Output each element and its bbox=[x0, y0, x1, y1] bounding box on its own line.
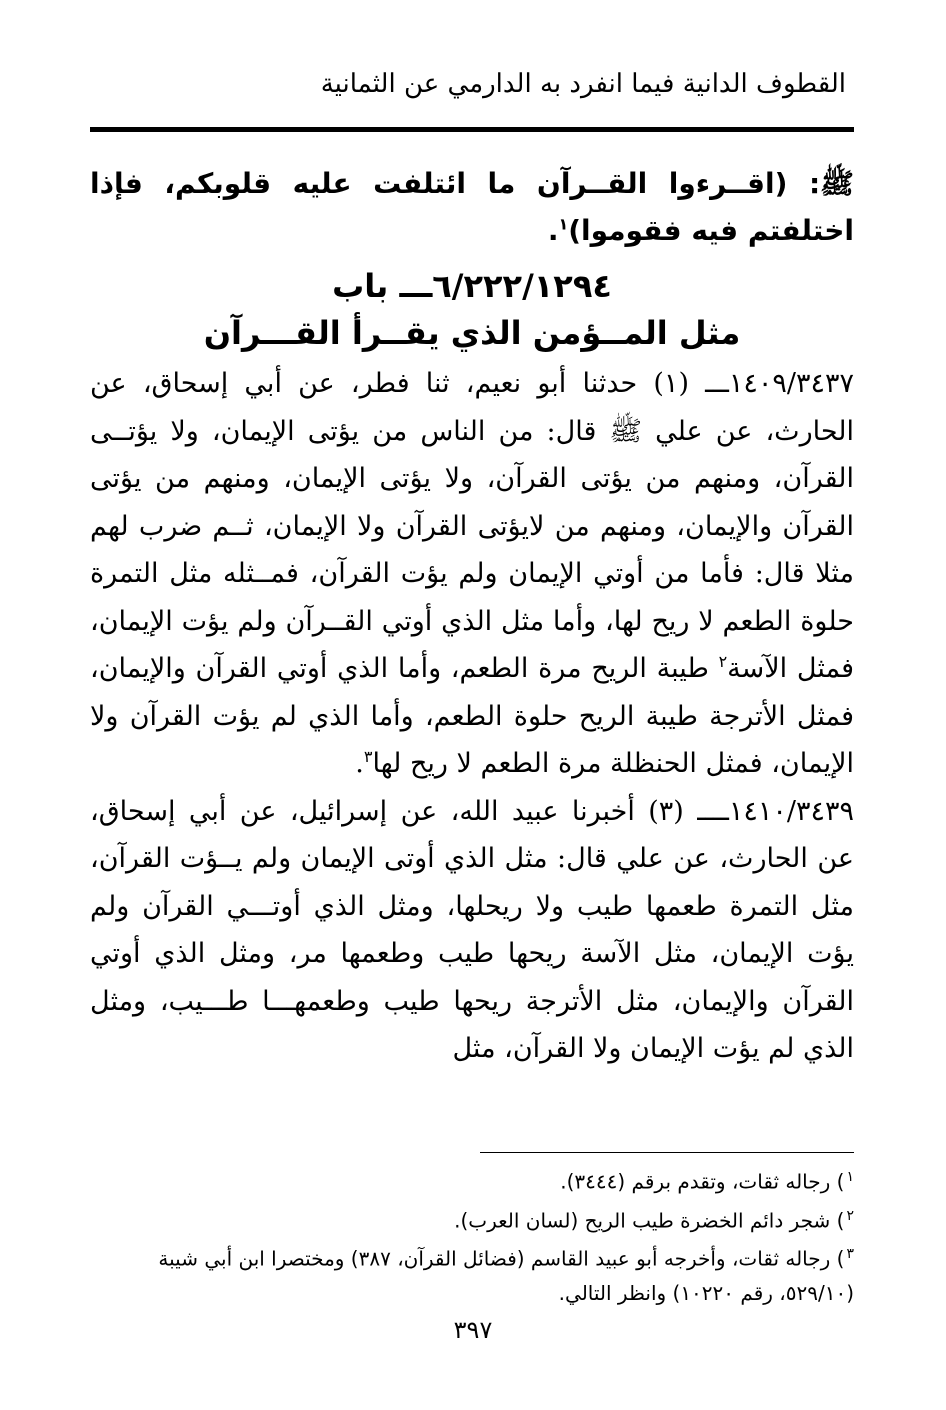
footnote-mark: ١ bbox=[846, 1169, 854, 1185]
footnote-ref-1[interactable]: ١ bbox=[558, 214, 569, 234]
footnote-mark: ٢ bbox=[846, 1207, 854, 1224]
hadith-1409 bbox=[90, 360, 854, 788]
page-body bbox=[90, 160, 854, 1073]
footnote-text: رجاله ثقات، وتقدم برقم (٣٤٤٤). bbox=[560, 1169, 831, 1194]
hadith-tail-end: . bbox=[547, 214, 559, 247]
footnote-text: رجاله ثقات، وأخرجه أبو عبيد القاسم (فضائل القرآن، ٣٨٧) ومختصرا ابن أبي شيبة (٥٢٩/١٠، رقم ١٠٢٢٠) وانظر التالي. bbox=[158, 1246, 854, 1305]
hadith-1409-text-a: ١٤٠٩/٣٤٣٧ـــ (١) حدثنا أبو نعيم، ثنا فطر، عن أبي إسحاق، عن الحارث، عن علي ﷺ قال: من الناس من يؤتى الإيمان، ولا يؤتــى القرآن، ومنهم من يؤتى القرآن، ولا يؤتى الإيمان، ومنهم من يؤتى القرآن والإيمان، ومنهم من لايؤتى القرآن ولا الإيمان، ثــم ضرب لهم مثلا قال: فأما من أوتي الإيمان ولم يؤت القرآن، فمــثله مثل التمرة حلوة الطعم لا ريح لها، وأما مثل الذي أوتي القــرآن ولم يؤت الإيمان، فمثل الآسة bbox=[90, 368, 854, 684]
hadith-continuation bbox=[90, 160, 854, 254]
footnote-1: $^١$) رجاله ثقات، وتقدم برقم (٣٤٤٤). bbox=[560, 1169, 854, 1194]
footnotes bbox=[90, 1160, 854, 1310]
footnote-text: شجر دائم الخضرة طيب الريح (لسان العرب). bbox=[454, 1208, 831, 1233]
hadith-1409-end: . bbox=[355, 748, 364, 779]
footnote-ref-3[interactable]: ٣ bbox=[363, 747, 373, 766]
running-header: القطوف الدانية فيما انفرد به الدارمي عن الثمانية bbox=[320, 69, 846, 99]
hadith-1409-text-b: طيبة الريح مرة الطعم، وأما الذي أوتي القرآن والإيمان، فمثل الأترجة طيبة الريح حلوة الطعم، وأما الذي لم يؤت القرآن ولا الإيمان، فمثل الحنظلة مرة الطعم لا ريح لها bbox=[90, 653, 854, 779]
chapter-number: ٦/٢٢٢/١٢٩٤ـــ باب bbox=[332, 267, 612, 305]
footnote-ref-2[interactable]: ٢ bbox=[718, 652, 728, 671]
footnote-3: $^٣$) رجاله ثقات، وأخرجه أبو عبيد القاسم (فضائل القرآن، ٣٨٧) ومختصرا ابن أبي شيبة (٥٢٩/١٠، رقم ١٠٢٢٠) وانظر التالي. bbox=[158, 1246, 854, 1305]
chapter-title: مثل المــؤمن الذي يقــرأ القـــرآن bbox=[203, 314, 741, 352]
page-number: ٣٩٧ bbox=[453, 1316, 493, 1344]
footnote-mark: ٣ bbox=[846, 1246, 854, 1263]
footnote-2: $^٢$) شجر دائم الخضرة طيب الريح (لسان العرب). bbox=[454, 1207, 854, 1233]
hadith-1410: ١٤١٠/٣٤٣٩ــــ (٣) أخبرنا عبيد الله، عن إسرائيل، عن أبي إسحاق، عن الحارث، عن علي قال: مثل الذي أوتى الإيمان ولم يــؤت القرآن، مثل التمرة طعمها طيب ولا ريحلها، ومثل الذي أوتـــي القرآن ولم يؤت الإيمان، مثل الآسة ريحها طيب وطعمها مر، ومثل الذي أوتي القرآن والإيمان، مثل الأترجة ريحها طيب وطعمهـــا طـــيب، ومثل الذي لم يؤت الإيمان ولا القرآن، مثل bbox=[90, 795, 854, 1064]
footnote-rule bbox=[480, 1152, 854, 1153]
header-rule bbox=[90, 127, 854, 132]
hadith-tail-text: ﷺ: (اقــرءوا القــرآن ما ائتلفت عليه قلوبكم، فإذا اختلفتم فيه فقوموا) bbox=[90, 167, 854, 247]
